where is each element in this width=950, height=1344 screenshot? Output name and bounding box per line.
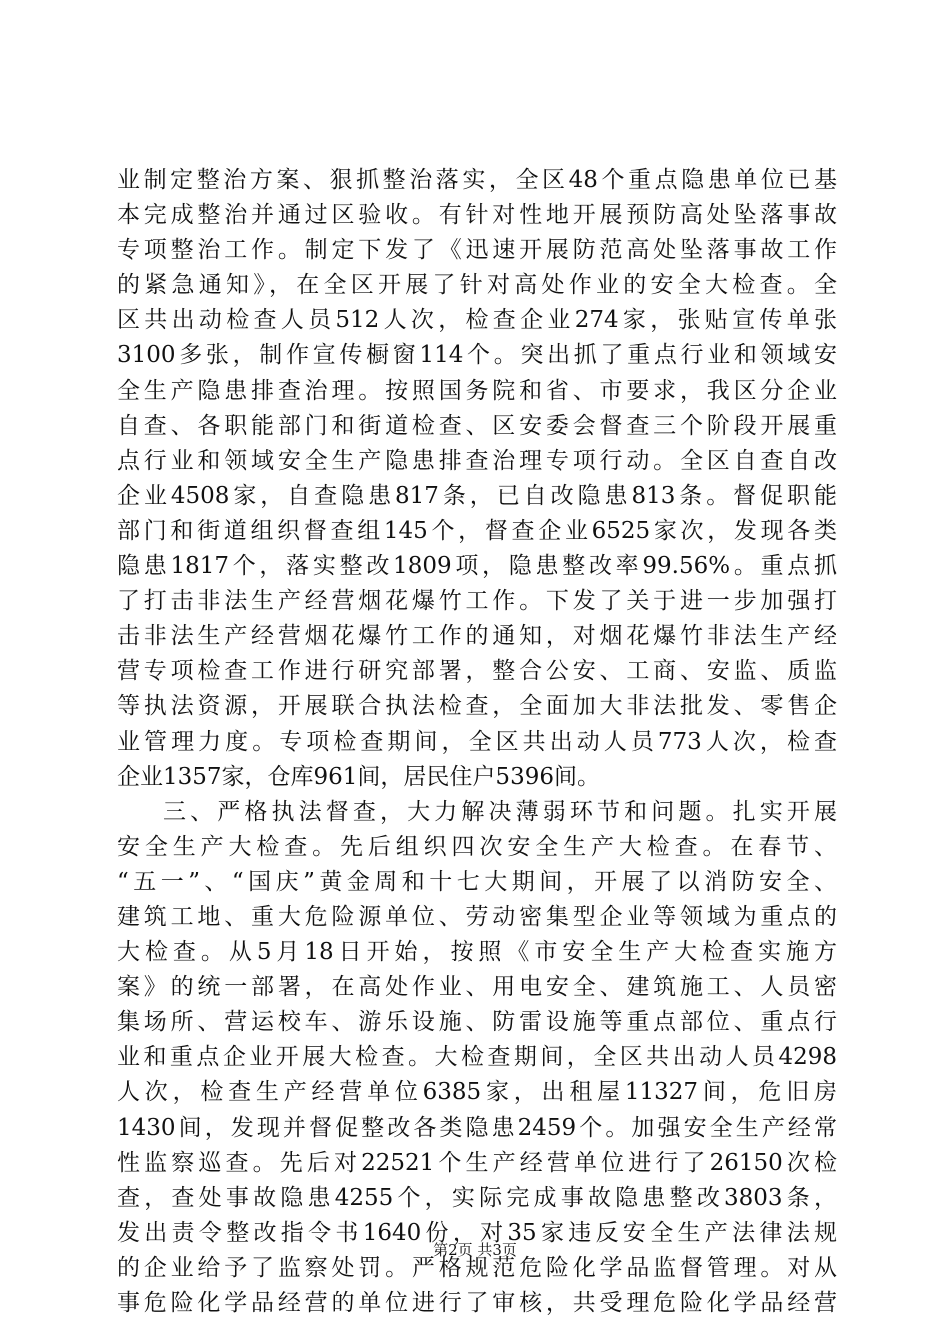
text-line: 1430间，发现并督促整改各类隐患2459个。加强安全生产经常 — [117, 1114, 837, 1141]
text-line: 案》的统一部署，在高处作业、用电安全、建筑施工、人员密 — [117, 974, 837, 1001]
text-line: 业管理力度。专项检查期间，全区共出动人员773人次，检查 — [117, 728, 837, 755]
text-line: 性监察巡查。先后对22521个生产经营单位进行了26150次检 — [117, 1149, 837, 1176]
text-line: 企业1357家，仓库961间，居民住户5396间。 — [117, 763, 600, 790]
text-line: 安全生产大检查。先后组织四次安全生产大检查。在春节、 — [117, 833, 837, 860]
text-line: 专项整治工作。制定下发了《迅速开展防范高处坠落事故工作 — [117, 237, 837, 264]
text-line: 击非法生产经营烟花爆竹工作的通知，对烟花爆竹非法生产经 — [117, 623, 837, 650]
text-line: 业制定整治方案、狠抓整治落实，全区48个重点隐患单位已基 — [117, 167, 837, 193]
text-line: 区共出动检查人员512人次，检查企业274家，张贴宣传单张 — [117, 307, 837, 334]
text-line: 人次，检查生产经营单位6385家，出租屋11327间，危旧房 — [117, 1079, 837, 1106]
text-line: 的紧急通知》，在全区开展了针对高处作业的安全大检查。全 — [117, 272, 837, 299]
text-line: 集场所、营运校车、游乐设施、防雷设施等重点部位、重点行 — [117, 1009, 837, 1036]
text-line: 3100多张，制作宣传橱窗114个。突出抓了重点行业和领域安 — [117, 342, 837, 369]
text-line: “五一”、“国庆”黄金周和十七大期间，开展了以消防安全、 — [117, 868, 837, 895]
text-line: 事危险化学品经营的单位进行了审核，共受理危险化学品经营 — [117, 1290, 837, 1316]
text-line: 本完成整治并通过区验收。有针对性地开展预防高处坠落事故 — [117, 202, 837, 229]
text-line: 三、严格执法督查，大力解决薄弱环节和问题。扎实开展 — [163, 798, 837, 825]
text-line: 点行业和领域安全生产隐患排查治理专项行动。全区自查自改 — [117, 447, 837, 474]
text-line: 查，查处事故隐患4255个，实际完成事故隐患整改3803条， — [117, 1184, 837, 1211]
text-line: 建筑工地、重大危险源单位、劳动密集型企业等领域为重点的 — [117, 903, 837, 930]
text-line: 自查、各职能部门和街道检查、区安委会督查三个阶段开展重 — [117, 412, 837, 439]
body-text — [117, 163, 837, 1321]
text-line: 发出责令整改指令书1640份，对35家违反安全生产法律法规 — [117, 1219, 837, 1246]
text-line: 了打击非法生产经营烟花爆竹工作。下发了关于进一步加强打 — [117, 588, 837, 615]
text-line: 大检查。从5月18日开始，按照《市安全生产大检查实施方 — [117, 939, 837, 966]
text-line: 营专项检查工作进行研究部署，整合公安、工商、安监、质监 — [117, 658, 837, 685]
text-line: 全生产隐患排查治理。按照国务院和省、市要求，我区分企业 — [117, 377, 837, 404]
text-line: 等执法资源，开展联合执法检查，全面加大非法批发、零售企 — [117, 693, 837, 720]
text-line: 部门和街道组织督查组145个，督查企业6525家次，发现各类 — [117, 517, 837, 544]
text-line: 企业4508家，自查隐患817条，已自改隐患813条。督促职能 — [117, 482, 837, 509]
page-footer: 第2页 共3页 — [433, 1241, 517, 1259]
text-line: 隐患1817个，落实整改1809项，隐患整改率99.56%。重点抓 — [117, 553, 837, 580]
text-line: 业和重点企业开展大检查。大检查期间，全区共出动人员4298 — [117, 1044, 837, 1071]
text-line: 的企业给予了监察处罚。严格规范危险化学品监督管理。对从 — [117, 1254, 837, 1281]
